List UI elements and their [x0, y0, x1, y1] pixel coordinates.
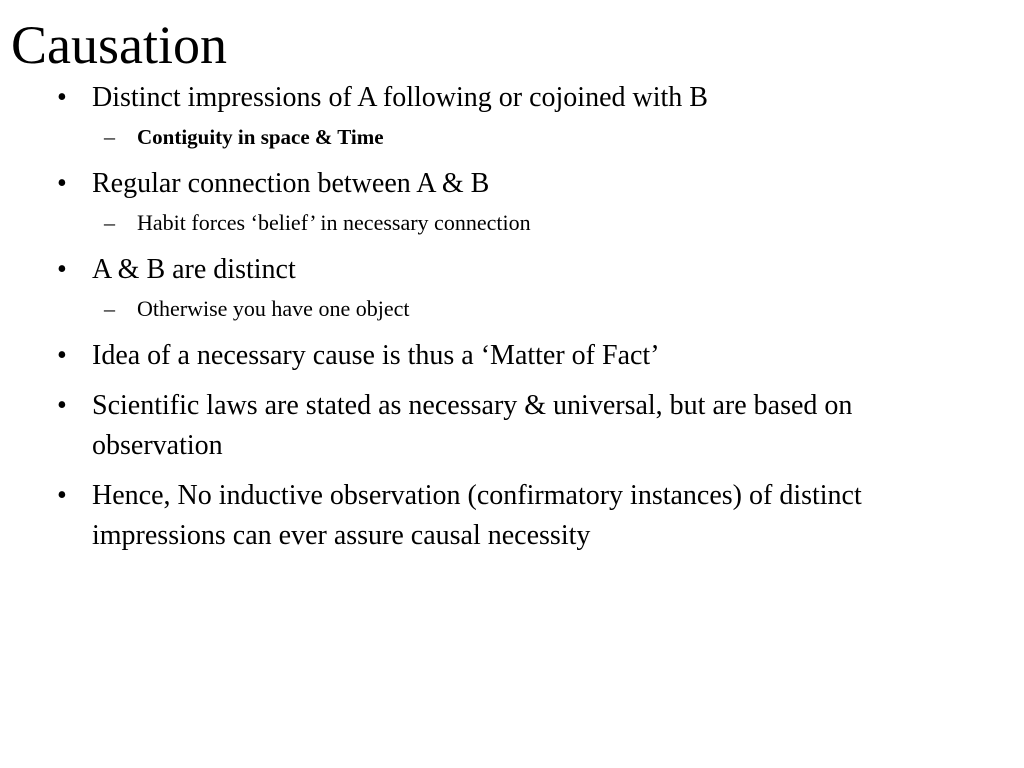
bullet-text: Idea of a necessary cause is thus a ‘Matter of Fact’: [92, 340, 660, 371]
bullet-text: Distinct impressions of A following or cojoined with B: [92, 82, 708, 113]
bullet-icon: •: [57, 480, 67, 511]
slide-title: Causation: [11, 15, 227, 75]
sub-bullet-item: [0, 122, 1024, 152]
bullet-item: [0, 476, 902, 556]
dash-icon: –: [104, 296, 115, 321]
bullet-icon: •: [57, 82, 67, 113]
bullet-item: [0, 164, 902, 204]
dash-icon: –: [104, 124, 115, 149]
bullet-text: Scientific laws are stated as necessary & universal, but are based on observation: [92, 390, 853, 461]
bullet-item: [0, 250, 902, 290]
sub-bullet-text: Otherwise you have one object: [137, 296, 410, 321]
bullet-item: [0, 78, 902, 118]
sub-bullet-text: Contiguity in space & Time: [137, 125, 384, 149]
sub-bullet-item: [0, 208, 1024, 238]
bullet-text: Hence, No inductive observation (confirmatory instances) of distinct impressions can ever assure causal necessity: [92, 480, 862, 551]
bullet-item: [0, 336, 902, 376]
dash-icon: –: [104, 210, 115, 235]
bullet-icon: •: [57, 340, 67, 371]
bullet-icon: •: [57, 168, 67, 199]
bullet-list: [0, 78, 1024, 556]
sub-bullet-text: Habit forces ‘belief’ in necessary connection: [137, 210, 531, 235]
bullet-text: Regular connection between A & B: [92, 168, 490, 199]
sub-bullet-item: [0, 294, 1024, 324]
bullet-text: A & B are distinct: [92, 254, 296, 285]
bullet-icon: •: [57, 254, 67, 285]
bullet-item: [0, 386, 902, 466]
bullet-icon: •: [57, 390, 67, 421]
